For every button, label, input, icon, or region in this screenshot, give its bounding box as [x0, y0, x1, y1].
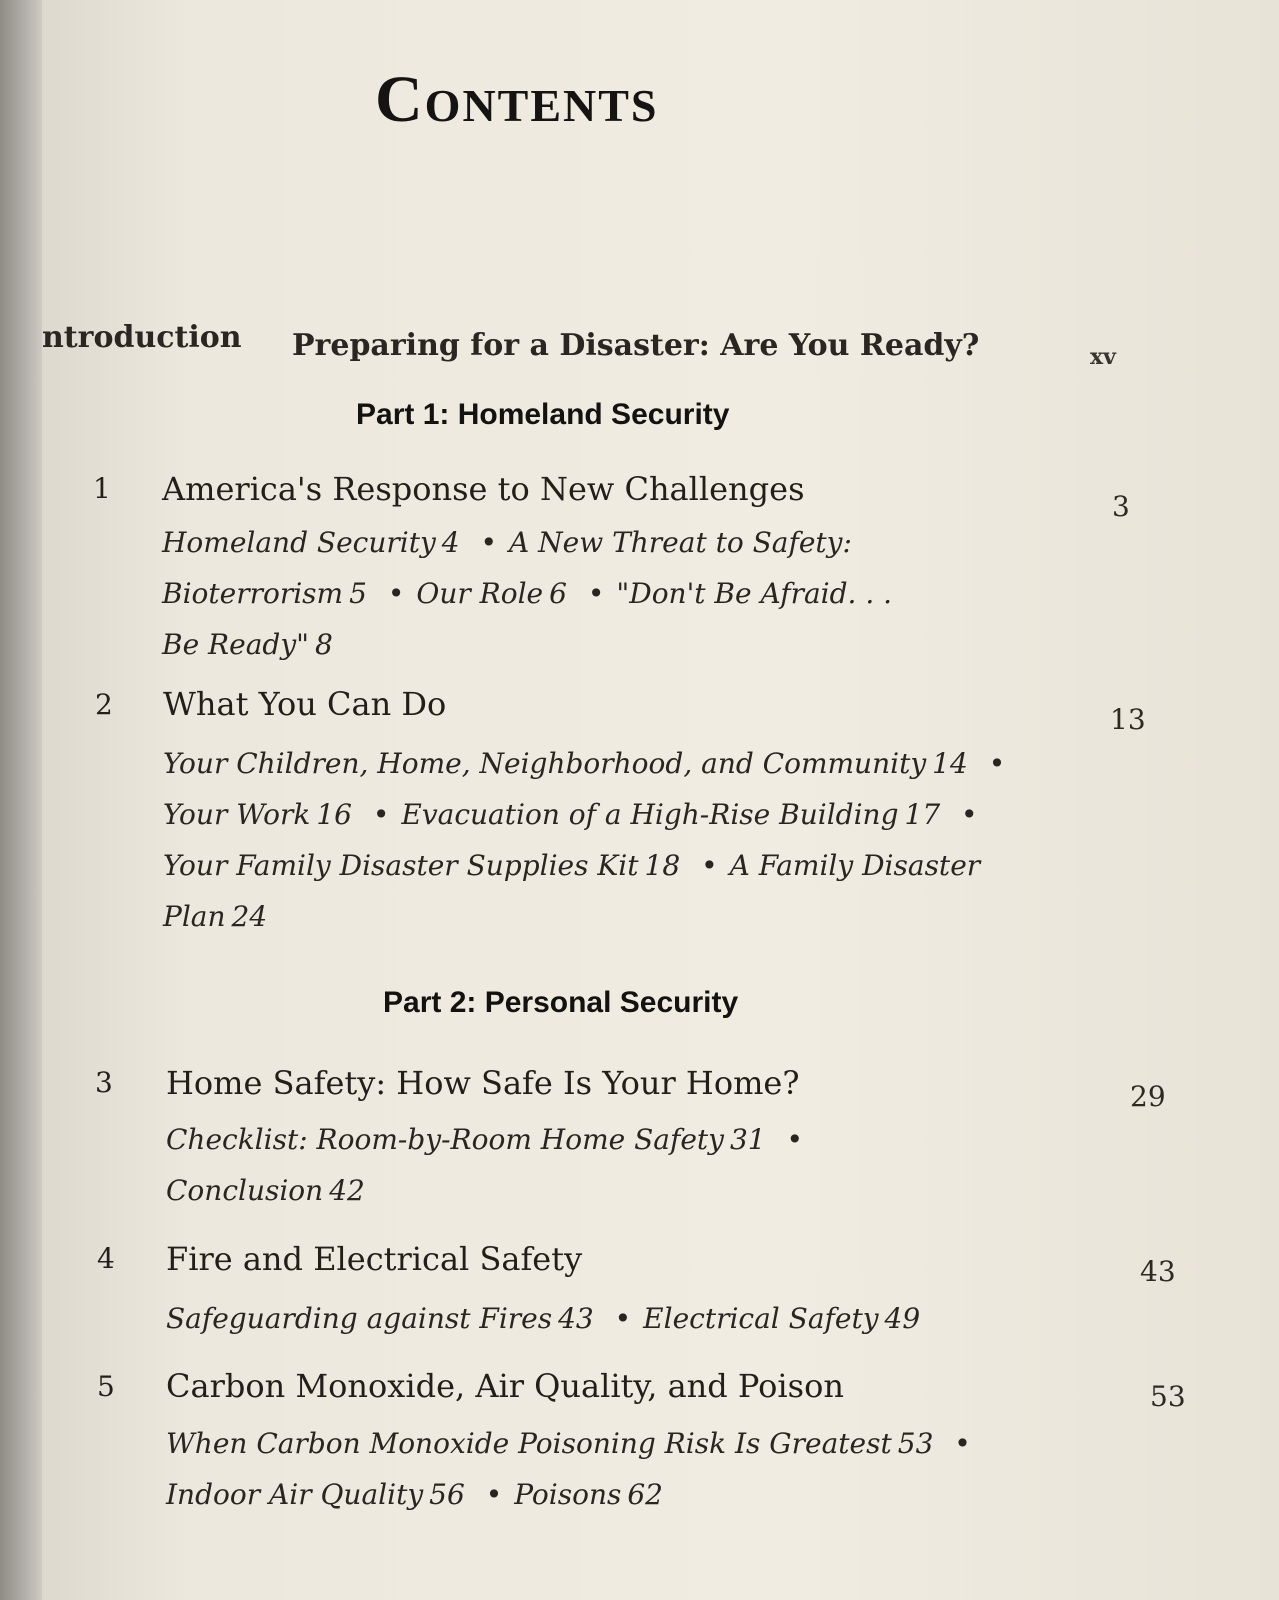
bullet-separator: •	[587, 577, 605, 610]
section-page-number: 24	[231, 900, 268, 933]
section-page-number: 42	[329, 1174, 365, 1207]
section-page-number: 17	[904, 798, 941, 831]
introduction-page-number: xv	[1090, 344, 1116, 370]
section-line	[163, 840, 1017, 891]
bullet-separator: •	[954, 1427, 971, 1460]
section-title: Your Family Disaster Supplies Kit	[163, 849, 639, 882]
chapter-sections	[166, 1293, 920, 1344]
section-page-number: 16	[316, 798, 352, 831]
part-heading: Part 1: Homeland Security	[356, 398, 730, 431]
introduction-title: Preparing for a Disaster: Are You Ready?	[292, 328, 980, 363]
chapter-sections	[166, 1418, 983, 1520]
introduction-label: ntroduction	[42, 320, 242, 355]
section-title: Your Children, Home, Neighborhood, and Community	[163, 747, 927, 780]
section-page-number: 18	[644, 849, 681, 882]
chapter-number: 1	[93, 472, 111, 505]
section-title: Conclusion	[166, 1174, 324, 1207]
book-spine-shadow	[0, 0, 42, 1600]
section-title: "Don't Be Afraid. . .	[616, 577, 893, 610]
section-title: Be Ready"	[162, 628, 310, 661]
section-line	[163, 738, 1017, 789]
section-title: Your Work	[163, 798, 311, 831]
section-title: Indoor Air Quality	[166, 1478, 424, 1511]
bullet-separator: •	[961, 798, 978, 831]
section-title: Plan	[163, 900, 226, 933]
bullet-separator: •	[480, 526, 498, 559]
bullet-separator: •	[372, 798, 390, 831]
chapter-title: Carbon Monoxide, Air Quality, and Poison	[166, 1367, 844, 1405]
section-title: Homeland Security	[162, 526, 436, 559]
section-title: Checklist: Room-by-Room Home Safety	[166, 1123, 724, 1156]
chapter-page-number: 29	[1130, 1080, 1166, 1113]
chapter-sections	[162, 517, 892, 670]
bullet-separator: •	[485, 1478, 503, 1511]
section-title: Our Role	[416, 577, 544, 610]
section-line	[162, 568, 892, 619]
section-page-number: 53	[897, 1427, 934, 1460]
section-page-number: 8	[315, 628, 333, 661]
section-line	[163, 789, 1017, 840]
section-title: When Carbon Monoxide Poisoning Risk Is Greatest	[166, 1427, 892, 1460]
chapter-sections	[163, 738, 1017, 942]
section-title: A Family Disaster	[729, 849, 981, 882]
section-title: Poisons	[514, 1478, 622, 1511]
chapter-title: Home Safety: How Safe Is Your Home?	[166, 1064, 800, 1102]
chapter-page-number: 3	[1112, 490, 1130, 523]
section-page-number: 49	[884, 1302, 921, 1335]
chapter-page-number: 43	[1140, 1255, 1176, 1288]
section-page-number: 14	[932, 747, 968, 780]
section-title: Bioterrorism	[162, 577, 344, 610]
section-line	[162, 619, 892, 670]
section-line	[166, 1165, 815, 1216]
chapter-number: 2	[95, 688, 113, 721]
page-title: Contents	[375, 63, 659, 136]
chapter-title: America's Response to New Challenges	[162, 470, 805, 508]
section-page-number: 56	[429, 1478, 465, 1511]
chapter-number: 4	[97, 1242, 115, 1275]
section-title: Electrical Safety	[643, 1302, 879, 1335]
section-page-number: 31	[729, 1123, 766, 1156]
section-title: Evacuation of a High-Rise Building	[401, 798, 899, 831]
section-page-number: 6	[549, 577, 567, 610]
chapter-title: Fire and Electrical Safety	[166, 1240, 583, 1278]
section-page-number: 62	[627, 1478, 663, 1511]
section-line	[166, 1293, 920, 1344]
section-line	[166, 1469, 983, 1520]
bullet-separator: •	[614, 1302, 632, 1335]
chapter-page-number: 53	[1150, 1380, 1186, 1413]
bullet-separator: •	[387, 577, 405, 610]
chapter-sections	[166, 1114, 815, 1216]
part-heading: Part 2: Personal Security	[383, 986, 739, 1019]
chapter-title: What You Can Do	[163, 685, 447, 723]
chapter-page-number: 13	[1110, 703, 1146, 736]
chapter-number: 3	[95, 1066, 113, 1099]
bullet-separator: •	[786, 1123, 804, 1156]
section-line	[163, 891, 1017, 942]
chapter-number: 5	[97, 1370, 115, 1403]
section-page-number: 4	[441, 526, 460, 559]
section-page-number: 5	[349, 577, 367, 610]
section-line	[162, 517, 892, 568]
section-title: Safeguarding against Fires	[166, 1302, 553, 1335]
section-line	[166, 1418, 983, 1469]
bullet-separator: •	[988, 747, 1006, 780]
bullet-separator: •	[701, 849, 718, 882]
section-title: A New Threat to Safety:	[509, 526, 852, 559]
section-page-number: 43	[558, 1302, 594, 1335]
section-line	[166, 1114, 815, 1165]
